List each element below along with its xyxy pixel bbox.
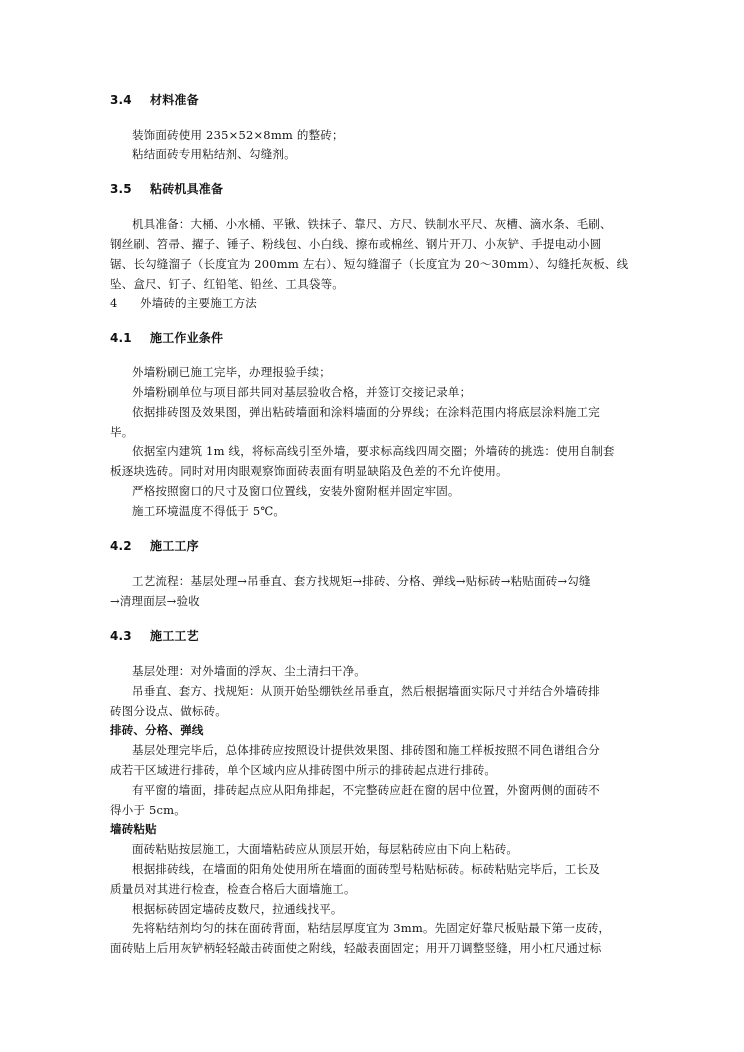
paragraph-line: 有平窗的墙面，排砖起点应从阳角排起，不完整砖应赶在窗的居中位置，外窗两侧的面砖不 — [132, 783, 600, 797]
section-number: 3.5 — [110, 182, 132, 196]
section-number: 4.2 — [110, 539, 132, 553]
paragraph-line: 钢丝刷、笤帚、擢子、锤子、粉线包、小白线、擦布或棉丝、钢片开刀、小灰铲、手提电动小圆 — [110, 237, 602, 251]
paragraph-line: 施工环境温度不得低于 5℃。 — [132, 504, 286, 518]
section-heading-4-3 — [110, 628, 199, 644]
section-heading-4-1 — [110, 330, 223, 346]
paragraph-line: 粘结面砖专用粘结剂、勾缝剂。 — [132, 147, 296, 161]
section-title: 施工作业条件 — [150, 331, 224, 345]
section-heading-4 — [110, 295, 257, 311]
paragraph-line: 根据标砖固定墙砖皮数尺，拉通线找平。 — [132, 902, 343, 916]
paragraph-line: 吊垂直、套方、找规矩：从顶开始坠绷铁丝吊垂直，然后根据墙面实际尺寸并结合外墙砖排 — [132, 684, 600, 698]
section-title: 材料准备 — [150, 93, 199, 107]
paragraph-line: 工艺流程：基层处理→吊垂直、套方找规矩→排砖、分格、弹线→贴标砖→粘贴面砖→勾缝 — [132, 574, 591, 588]
paragraph-line: 面砖贴上后用灰铲柄轻轻敲击砖面使之附线，轻敲表面固定；用开刀调整竖缝，用小杠尺通过标 — [110, 941, 602, 955]
section-title: 施工工序 — [150, 539, 199, 553]
section-heading-3-5 — [110, 181, 223, 197]
paragraph-line: 面砖粘贴按层施工，大面墙粘砖应从顶层开始，每层粘砖应由下向上粘砖。 — [132, 842, 519, 856]
paragraph-line: 质量员对其进行检查，检查合格后大面墙施工。 — [110, 882, 356, 896]
paragraph-line: 装饰面砖使用 235×52×8mm 的整砖； — [132, 128, 344, 142]
paragraph-line: 外墙粉刷已施工完毕，办理报验手续； — [132, 365, 331, 379]
paragraph-line: 锯、长勾缝溜子（长度宜为 200mm 左右）、短勾缝溜子（长度宜为 20～30mm）、勾缝托灰板、线 — [110, 257, 629, 271]
paragraph-line: 先将粘结剂均匀的抹在面砖背面，粘结层厚度宜为 3mm。先固定好靠尺板贴最下第一皮砖， — [132, 921, 611, 935]
subheading-tile-layout: 排砖、分格、弹线 — [110, 723, 204, 737]
paragraph-line: 得小于 5cm。 — [110, 803, 186, 817]
paragraph-line: 板逐块选砖。同时对用肉眼观察饰面砖表面有明显缺陷及色差的不允许使用。 — [110, 464, 508, 478]
section-title: 外墙砖的主要施工方法 — [140, 296, 257, 310]
section-title: 施工工艺 — [150, 629, 199, 643]
paragraph-line: 外墙粉刷单位与项目部共同对基层验收合格，并签订交接记录单； — [132, 385, 472, 399]
paragraph-line: 成若干区域进行排砖，单个区域内应从排砖图中所示的排砖起点进行排砖。 — [110, 763, 497, 777]
section-number: 4.1 — [110, 331, 132, 345]
paragraph-line: 砖图分设点、做标砖。 — [110, 704, 227, 718]
paragraph-line: 根据排砖线，在墙面的阳角处使用所在墙面的面砖型号粘贴标砖。标砖粘贴完毕后，工长及 — [132, 862, 600, 876]
paragraph-line: 依据排砖图及效果图，弹出粘砖墙面和涂料墙面的分界线；在涂料范围内将底层涂料施工完 — [132, 405, 600, 419]
section-number: 4 — [110, 296, 118, 310]
paragraph-line: →清理面层→验收 — [110, 594, 200, 608]
section-title: 粘砖机具准备 — [150, 182, 224, 196]
paragraph-line: 基层处理：对外墙面的浮灰、尘土清扫干净。 — [132, 664, 366, 678]
section-heading-3-4 — [110, 92, 199, 108]
subheading-wall-tile-bonding: 墙砖粘贴 — [110, 822, 157, 836]
paragraph-line: 基层处理完毕后，总体排砖应按照设计提供效果图、排砖图和施工样板按照不同色谱组合分 — [132, 743, 600, 757]
section-number: 3.4 — [110, 93, 132, 107]
paragraph-line: 依据室内建筑 1m 线，将标高线引至外墙，要求标高线四周交圈；外墙砖的挑选：使用自制套 — [132, 444, 615, 458]
paragraph-line: 机具准备：大桶、小水桶、平锹、铁抹子、靠尺、方尺、铁制水平尺、灰槽、滴水条、毛刷、 — [132, 217, 612, 231]
section-number: 4.3 — [110, 629, 132, 643]
paragraph-line: 严格按照窗口的尺寸及窗口位置线，安装外窗附框并固定牢固。 — [132, 484, 460, 498]
paragraph-line: 坠、盒尺、钉子、红铅笔、铅丝、工具袋等。 — [110, 277, 344, 291]
paragraph-line: 毕。 — [110, 425, 134, 439]
section-heading-4-2 — [110, 538, 199, 554]
